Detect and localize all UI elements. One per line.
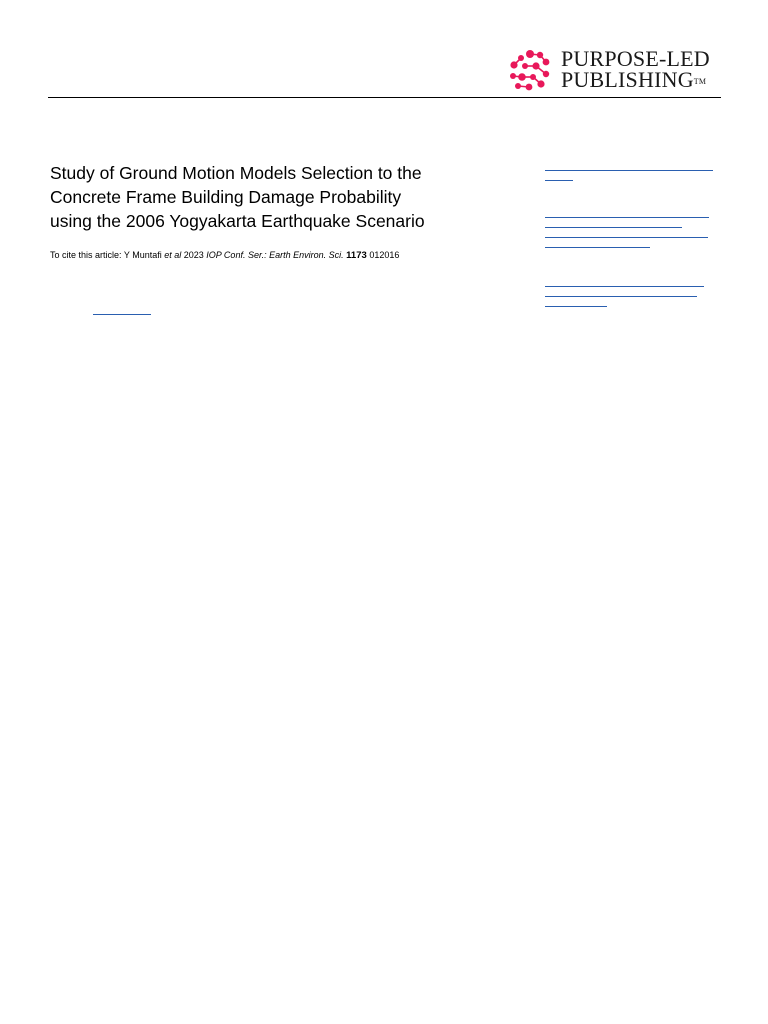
logo-line-2	[561, 69, 710, 90]
view-article-link[interactable]	[93, 314, 151, 315]
header-divider	[48, 97, 721, 98]
logo-wordmark	[561, 48, 710, 90]
cite-article-number: 012016	[369, 250, 400, 260]
trademark-mark: TM	[693, 77, 707, 86]
related-link-3-line-3	[545, 306, 607, 307]
related-link-2-line-1	[545, 217, 709, 218]
cite-journal: IOP Conf. Ser.: Earth Environ. Sci.	[206, 250, 344, 260]
logo-line-2-text: PUBLISHING	[561, 67, 694, 92]
related-link-1-line-2	[545, 180, 573, 181]
related-link-1-line-1	[545, 170, 713, 171]
related-link-3-line-2	[545, 296, 697, 297]
cite-prefix: To cite this article: Y Muntafi	[50, 250, 165, 260]
title-line-1: Study of Ground Motion Models Selection to the	[50, 163, 422, 183]
publisher-logo[interactable]	[508, 44, 723, 94]
article-title	[50, 161, 520, 233]
related-link-2-line-4	[545, 247, 650, 248]
title-line-3: using the 2006 Yogyakarta Earthquake Scenario	[50, 211, 425, 231]
cite-etal: et al	[164, 250, 182, 260]
related-link-2-line-3	[545, 237, 708, 238]
molecule-logo-icon	[508, 48, 552, 92]
related-link-2-line-2	[545, 227, 682, 228]
logo-line-1: PURPOSE-LED	[561, 46, 710, 71]
related-link-3-line-1	[545, 286, 704, 287]
title-line-2: Concrete Frame Building Damage Probability	[50, 187, 402, 207]
citation	[50, 249, 399, 262]
cite-volume: 1173	[346, 250, 367, 261]
related-link-1[interactable]	[545, 170, 715, 190]
related-link-3[interactable]	[545, 286, 715, 316]
related-link-2[interactable]	[545, 217, 715, 257]
cite-year: 2023	[181, 250, 207, 260]
